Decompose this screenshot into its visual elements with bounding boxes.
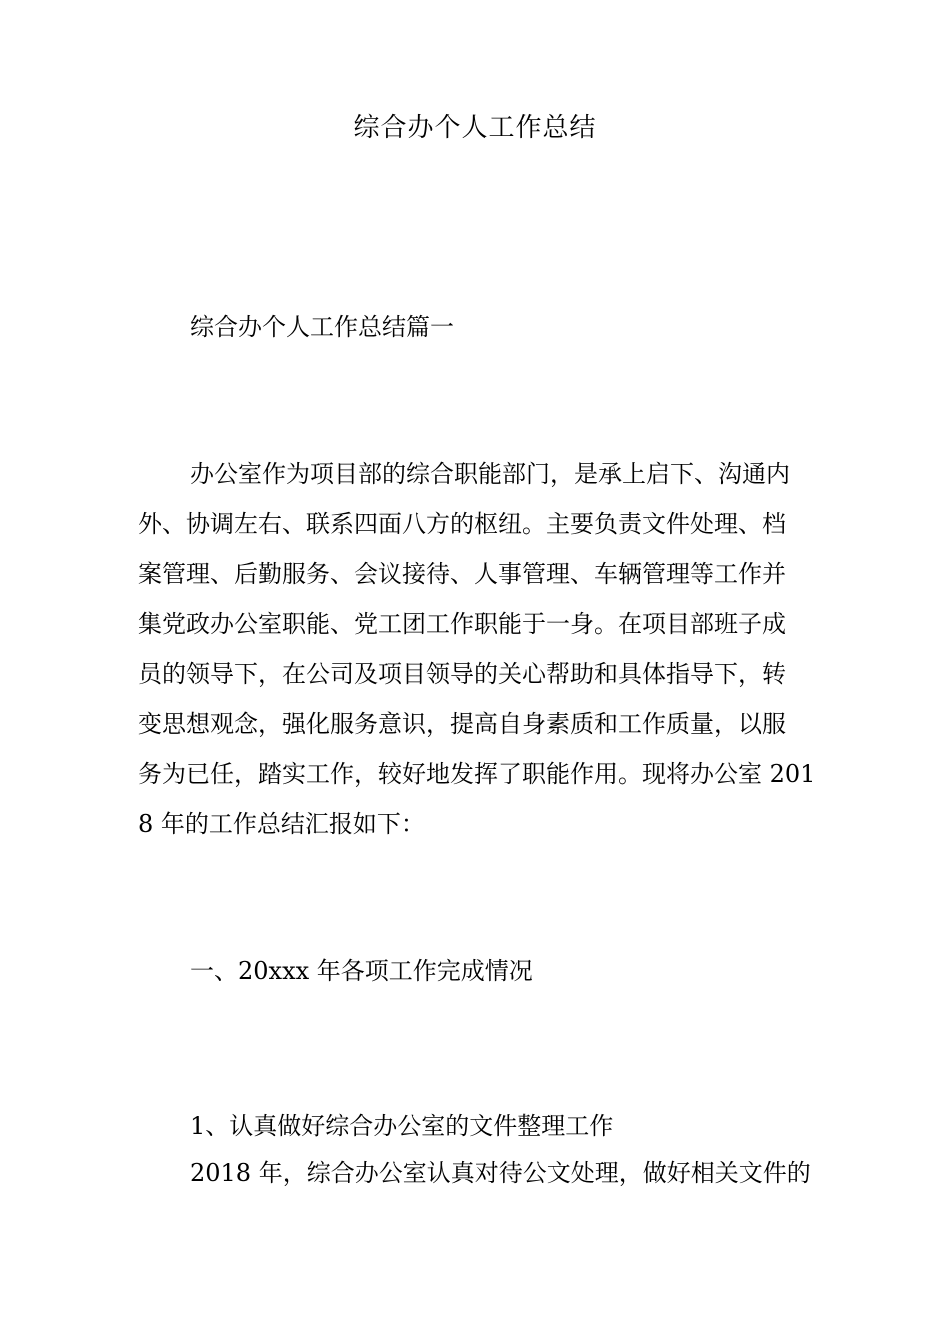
item-heading: 1、认真做好综合办公室的文件整理工作 [190,1112,614,1140]
paragraph-line: 外、协调左右、联系四面八方的枢纽。主要负责文件处理、档 [138,510,786,538]
paragraph-line: 办公室作为项目部的综合职能部门，是承上启下、沟通内 [190,460,790,488]
section-heading: 一、20xxx 年各项工作完成情况 [190,957,533,985]
paragraph-line: 员的领导下，在公司及项目领导的关心帮助和具体指导下，转 [138,660,786,688]
paragraph-line: 案管理、后勤服务、会议接待、人事管理、车辆管理等工作并 [138,560,786,588]
section-subtitle: 综合办个人工作总结篇一 [190,313,454,341]
paragraph-line: 集党政办公室职能、党工团工作职能于一身。在项目部班子成 [138,610,786,638]
document-title: 综合办个人工作总结 [353,113,597,143]
paragraph-line: 变思想观念，强化服务意识，提高自身素质和工作质量，以服 [138,710,786,738]
paragraph-line: 8 年的工作总结汇报如下： [138,810,425,838]
paragraph-line: 务为已任，踏实工作，较好地发挥了职能作用。现将办公室 201 [138,760,816,788]
paragraph-line: 2018 年，综合办公室认真对待公文处理，做好相关文件的 [190,1159,811,1187]
